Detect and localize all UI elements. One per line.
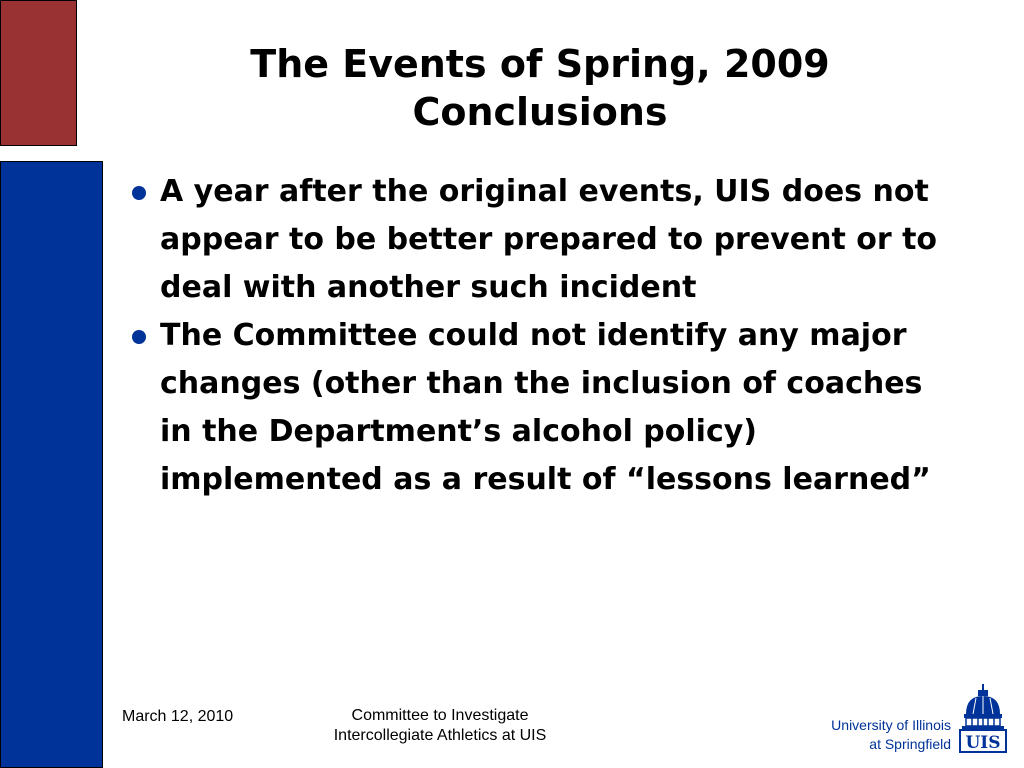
bullet-item xyxy=(125,168,955,312)
footer-committee xyxy=(290,706,590,746)
title-line-2: Conclusions xyxy=(412,90,668,134)
footer-university-line-1: University of Illinois xyxy=(831,717,951,733)
footer-committee-line-2: Intercollegiate Athletics at UIS xyxy=(333,727,547,744)
footer-university-line-2: at Springfield xyxy=(869,736,951,752)
capitol-dome-icon xyxy=(958,684,1008,754)
title-line-1: The Events of Spring, 2009 xyxy=(250,42,830,86)
footer-committee-line-1: Committee to Investigate xyxy=(351,707,529,724)
decorative-red-block xyxy=(0,0,77,146)
decorative-blue-bar xyxy=(0,161,103,768)
logo-text: UIS xyxy=(965,733,1001,753)
bullet-dot-icon xyxy=(132,186,146,200)
bullet-text: The Committee could not identify any major changes (other than the inclusion of coaches in the Department’s alcohol policy) implemented as a result of “lessons learned” xyxy=(160,318,931,497)
slide-title xyxy=(130,40,950,136)
bullet-text: A year after the original events, UIS does not appear to be better prepared to prevent or to deal with another such incident xyxy=(160,174,938,305)
bullet-item xyxy=(125,312,955,504)
bullet-list xyxy=(125,168,955,504)
footer-date: March 12, 2010 xyxy=(122,708,234,725)
footer-university xyxy=(831,716,951,754)
bullet-dot-icon xyxy=(132,330,146,344)
